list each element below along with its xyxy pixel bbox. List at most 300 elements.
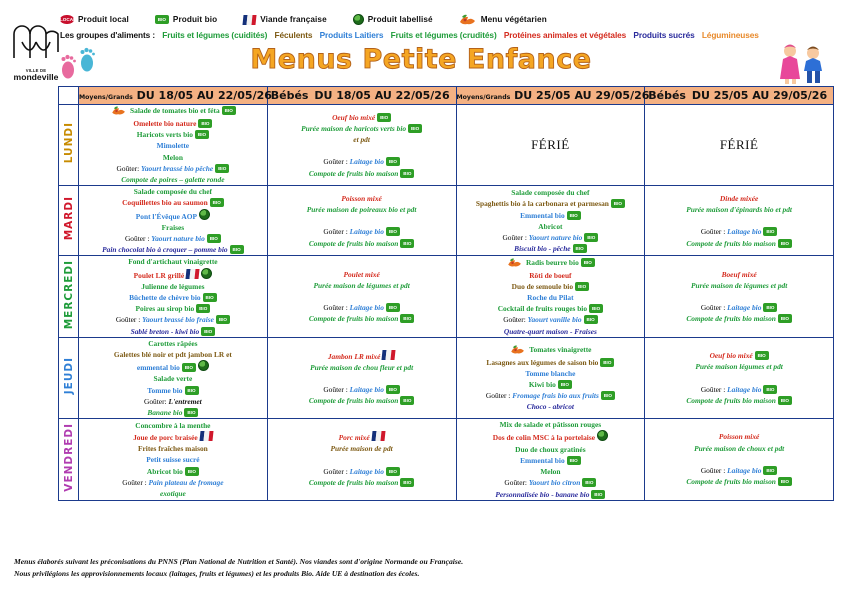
- cell-week1-moyens-grands-jeudi: [79, 337, 268, 418]
- menu-line: [645, 431, 833, 442]
- header-week1-bebes: [267, 87, 456, 105]
- french-flag-icon: [243, 15, 257, 25]
- menu-item-text: Spaghettis bio à la carbonara et parmesan: [475, 199, 609, 209]
- menu-line: [79, 385, 267, 396]
- bio-badge-icon: BIO: [567, 456, 581, 465]
- menu-item-text: Laitage bio: [349, 466, 384, 476]
- quality-label-icon: [198, 360, 209, 371]
- menu-line: [645, 476, 833, 487]
- food-group-produits-laitiers: Produits Laitiers: [319, 30, 384, 40]
- menu-line: [79, 303, 267, 314]
- menu-line: [457, 198, 645, 209]
- menu-item-text: Julienne de légumes: [141, 281, 205, 291]
- menu-line: [457, 314, 645, 325]
- menu-line: [79, 186, 267, 197]
- menu-line: [79, 314, 267, 325]
- bio-badge-icon: BIO: [195, 130, 209, 139]
- menu-line: [457, 344, 645, 357]
- table-row: [59, 337, 834, 418]
- bio-badge-icon: BIO: [207, 234, 221, 243]
- bio-badge-icon: BIO: [377, 113, 391, 122]
- cell-week1-bebes-mercredi: [267, 256, 456, 337]
- gouter-label: Goûter :: [115, 315, 143, 325]
- gouter-label: Goûter :: [122, 477, 149, 487]
- bio-badge-icon: BIO: [185, 467, 199, 476]
- cell-week2-moyens-grands-lundi: [456, 105, 645, 186]
- header-date-week1-mg: DU 18/05 AU 22/05/26: [136, 89, 272, 102]
- cell-week1-moyens-grands-lundi: [79, 105, 268, 186]
- menu-item-text: Purée maison de choux et pdt: [694, 443, 785, 453]
- menu-line: [457, 466, 645, 477]
- gouter-label: Goûter :: [700, 303, 728, 313]
- cell-week2-bebes-lundi: [645, 105, 834, 186]
- bio-badge-icon: BIO: [567, 211, 581, 220]
- menu-item-text: Purée maison de chou fleur et pdt: [310, 362, 414, 372]
- menu-item-text: Sablé breton - kiwi bio: [130, 326, 200, 336]
- menu-line: [79, 477, 267, 488]
- menu-item-text: Personnalisée bio - banane bio: [495, 489, 590, 499]
- bio-badge-icon: BIO: [575, 282, 589, 291]
- menu-line: [457, 303, 645, 314]
- menu-item-text: Tomme bio: [147, 385, 183, 395]
- menu-item-text: Compote de fruits bio maison: [308, 238, 399, 248]
- menu-item-text: Roche du Pilat: [527, 292, 574, 302]
- menu-item-text: Compote de fruits bio maison: [686, 238, 776, 248]
- bio-badge-icon: BIO: [203, 293, 217, 302]
- menu-line: [645, 395, 833, 406]
- menu-line-spacer: [645, 215, 833, 226]
- menu-item-text: Kiwi bio: [528, 379, 556, 389]
- legend-label-vegetarien: Menu végétarien: [480, 15, 547, 24]
- menu-line: [268, 226, 456, 237]
- cell-week2-bebes-mardi: [645, 186, 834, 256]
- gouter-label: Goûter :: [323, 385, 350, 395]
- food-group-feculents: Féculents: [274, 30, 313, 40]
- menu-item-text: Oeuf bio mixé: [709, 351, 753, 361]
- menu-line: [457, 232, 645, 243]
- menu-item-text: Cocktail de fruits rouges bio: [497, 304, 588, 314]
- header-date-week2-mg: DU 25/05 AU 29/05/26: [514, 89, 650, 102]
- menu-item-text: Purée maison légumes et pdt: [695, 362, 783, 372]
- bio-badge-icon: BIO: [210, 198, 224, 207]
- header-label-moyens-grands-1: Moyens/Grands: [79, 94, 133, 101]
- gouter-label: Goûter :: [700, 227, 728, 237]
- legend-label-bio: Produit bio: [172, 15, 218, 24]
- menu-line: [645, 384, 833, 395]
- menu-line: [79, 431, 267, 443]
- menu-item-text: Radis beurre bio: [525, 257, 579, 267]
- gouter-label: Goûter :: [485, 391, 513, 401]
- menu-line: [79, 268, 267, 281]
- menu-line: [268, 123, 456, 134]
- menu-item-text: Mix de salade et pâtisson rouges: [499, 420, 602, 430]
- menu-line: [457, 326, 645, 337]
- menu-line: [79, 466, 267, 477]
- day-label-jeudi: [59, 337, 79, 418]
- cell-week1-moyens-grands-vendredi: [79, 419, 268, 500]
- menu-item-text: Purée maison d'épinards bio et pdt: [686, 205, 792, 215]
- header-label-bebes-2: Bébés: [648, 89, 686, 102]
- menu-line-spacer: [645, 454, 833, 465]
- food-group-proteines: Protéines animales et végétales: [503, 30, 627, 40]
- menu-item-text: emmental bio: [136, 363, 180, 373]
- day-name-text: MERCREDI: [62, 259, 75, 329]
- menu-item-text: Laitage bio: [727, 384, 762, 394]
- bio-badge-icon: BIO: [755, 351, 769, 360]
- menu-item-text: Pont l'Évêque AOP: [135, 211, 197, 221]
- french-flag-icon: [371, 431, 385, 441]
- menu-item-text: L'entremet: [168, 396, 202, 406]
- bio-badge-icon: BIO: [581, 258, 595, 267]
- menu-line: [79, 407, 267, 418]
- menu-line: [645, 269, 833, 280]
- menu-item-text: Boeuf mixé: [721, 269, 757, 279]
- food-group-produits-sucres: Produits sucrés: [633, 30, 695, 40]
- kids-illustration: [770, 40, 832, 84]
- day-name-text: VENDREDI: [62, 422, 75, 492]
- bio-badge-icon: BIO: [196, 304, 210, 313]
- menu-item-text: Purée maison de légumes et pdt: [690, 280, 788, 290]
- vegetarian-icon: [506, 257, 524, 270]
- cell-week1-bebes-jeudi: [267, 337, 456, 418]
- menu-line: [79, 163, 267, 174]
- legend-label-labellise: Produit labellisé: [367, 15, 433, 24]
- menu-line: [268, 238, 456, 249]
- menu-item-text: Yaourt bio citron: [528, 478, 581, 488]
- menu-line-spacer: [268, 373, 456, 384]
- menu-item-text: Duo de semoule bio: [511, 281, 574, 291]
- day-label-mardi: [59, 186, 79, 256]
- legend-label-viande: Viande française: [260, 15, 327, 24]
- cell-week2-moyens-grands-mardi: [456, 186, 645, 256]
- bio-badge-icon: BIO: [601, 391, 615, 400]
- menu-line: [79, 454, 267, 465]
- menu-item-text: Duo de choux gratinés: [515, 444, 586, 454]
- bio-badge-icon: BIO: [591, 490, 605, 499]
- quality-label-icon: [201, 268, 212, 279]
- gouter-label: Goûter :: [323, 227, 350, 237]
- menu-item-text: Fromage frais bio aux fruits: [512, 391, 599, 401]
- bio-badge-icon: BIO: [763, 466, 777, 475]
- menu-line-spacer: [268, 215, 456, 226]
- menu-line: [457, 430, 645, 443]
- menu-line: [79, 129, 267, 140]
- menu-item-text: Galettes blé noir et pdt jambon LR et: [113, 350, 232, 360]
- menu-item-text: Fond d'artichaut vinaigrette: [128, 257, 218, 267]
- bio-badge-icon: BIO: [386, 303, 400, 312]
- legend-item-menu-vegetarien: [459, 13, 547, 26]
- menu-line: [457, 221, 645, 232]
- menu-item-text: Carottes râpées: [148, 338, 198, 348]
- menu-line: [268, 362, 456, 373]
- menu-line: [268, 302, 456, 313]
- bio-badge-icon: BIO: [216, 315, 230, 324]
- header-week1-moyens-grands: [79, 87, 272, 105]
- legend-item-produit-labellise: [353, 14, 433, 25]
- bio-badge-icon: BIO: [778, 396, 792, 405]
- ferie-label: FÉRIÉ: [719, 137, 759, 153]
- menu-line: [268, 168, 456, 179]
- menu-line: [645, 302, 833, 313]
- menu-line: [268, 395, 456, 406]
- menu-item-text: Oeuf bio mixé: [332, 112, 376, 122]
- menu-line: [79, 105, 267, 118]
- menu-item-text: Yaourt nature bio: [151, 234, 205, 244]
- menu-item-text: Yaourt nature bio: [528, 233, 583, 243]
- menu-item-text: Purée maison de légumes et pdt: [313, 280, 410, 290]
- ferie-label: FÉRIÉ: [531, 137, 570, 153]
- menu-item-text: Banane bio: [147, 408, 183, 418]
- menu-item-text: Lasagnes aux légumes de saison bio: [486, 357, 599, 367]
- cell-week1-moyens-grands-mercredi: [79, 256, 268, 337]
- menu-line: [79, 118, 267, 129]
- gouter-label: Goûter :: [124, 234, 152, 244]
- menu-line: [79, 360, 267, 373]
- menu-item-text: Compote de poires – galette ronde: [121, 175, 225, 185]
- gouter-label: Goûter :: [323, 466, 350, 476]
- cell-week2-moyens-grands-vendredi: [456, 419, 645, 500]
- menu-item-text: Choco - abricot: [526, 402, 574, 412]
- menu-item-text: Dinde mixée: [719, 193, 759, 203]
- menu-line: [457, 455, 645, 466]
- menu-item-text: Purée maison de pdt: [330, 444, 393, 454]
- menu-item-text: Purée maison de haricots verts bio: [301, 123, 407, 133]
- menu-line: [79, 152, 267, 163]
- menu-line-spacer: [268, 291, 456, 302]
- vegetarian-icon: [509, 344, 527, 357]
- table-row: [59, 105, 834, 186]
- menu-item-text: Compote de fruits bio maison: [686, 314, 776, 324]
- menu-line: [645, 280, 833, 291]
- menu-item-text: Compote de fruits bio maison: [308, 396, 399, 406]
- bio-badge-icon: BIO: [155, 15, 169, 24]
- menu-item-text: Laitage bio: [727, 303, 762, 313]
- quality-label-icon: [597, 430, 608, 441]
- menu-item-text: Poires au sirop bio: [135, 304, 195, 314]
- menu-line: [79, 443, 267, 454]
- menu-line: [457, 379, 645, 390]
- menu-line: [457, 368, 645, 379]
- bio-badge-icon: BIO: [600, 358, 614, 367]
- menu-line: [79, 209, 267, 222]
- bio-badge-icon: BIO: [386, 157, 400, 166]
- bio-badge-icon: BIO: [611, 199, 625, 208]
- bio-badge-icon: BIO: [584, 233, 598, 242]
- menu-item-text: Abricot: [538, 221, 563, 231]
- menu-line: [268, 280, 456, 291]
- menu-item-text: Poulet LR grillé: [133, 270, 185, 280]
- gouter-label: Goûter:: [116, 163, 141, 173]
- menu-item-text: Compote de fruits bio maison: [686, 477, 776, 487]
- menu-item-text: Purée maison de poireaux bio et pdt: [306, 205, 417, 215]
- menu-line: [645, 350, 833, 361]
- gouter-label: Goûter :: [502, 233, 529, 243]
- menu-line: [645, 443, 833, 454]
- menu-item-text: Emmental bio: [520, 455, 565, 465]
- bio-badge-icon: BIO: [386, 227, 400, 236]
- menu-line: [79, 338, 267, 349]
- menu-item-text: Salade composée du chef: [133, 187, 212, 197]
- menu-line: [457, 489, 645, 500]
- footer-line-2: Nous privilégions les approvisionnements locaux (laitages, fruits et légumes) et les produits Bio. Aide UE à destination des écoles.: [14, 569, 420, 578]
- footer-line-1: Menus élaborés suivant les préconisations du PNNS (Plan National de Nutrition et Santé). Nos viandes sont d'origine Normande ou Française.: [14, 557, 464, 566]
- menu-item-text: exotique: [159, 489, 186, 498]
- menu-line: [79, 281, 267, 292]
- bio-badge-icon: BIO: [400, 396, 414, 405]
- bio-badge-icon: BIO: [763, 227, 777, 236]
- day-label-mercredi: [59, 256, 79, 337]
- day-label-vendredi: [59, 419, 79, 500]
- bio-badge-icon: BIO: [558, 380, 572, 389]
- bio-badge-icon: BIO: [408, 124, 422, 133]
- menu-line: [457, 357, 645, 368]
- menu-item-text: Laitage bio: [349, 227, 384, 237]
- bio-badge-icon: BIO: [582, 478, 596, 487]
- gouter-label: Goûter:: [503, 315, 528, 325]
- page-title: Menus Petite Enfance: [250, 44, 592, 75]
- header-week2-moyens-grands: [456, 87, 650, 105]
- bio-badge-icon: BIO: [184, 408, 198, 417]
- cell-week1-bebes-lundi: [267, 105, 456, 186]
- menu-item-text: Bûchette de chèvre bio: [129, 293, 201, 303]
- menu-item-text: Petit suisse sucré: [146, 455, 200, 465]
- menu-item-text: Dos de colin MSC à la portelaise: [492, 433, 595, 443]
- menu-item-text: Fraises: [161, 222, 185, 232]
- menu-line: [268, 112, 456, 123]
- menu-item-text: Porc mixé: [338, 432, 370, 442]
- menu-item-text: Tomates vinaigrette: [529, 344, 592, 354]
- bio-badge-icon: BIO: [778, 239, 792, 248]
- food-group-fruits-crudites: Fruits et légumes (crudités): [390, 30, 497, 40]
- legend-item-produit-bio: [155, 15, 217, 24]
- menu-line: [645, 238, 833, 249]
- local-badge-icon: LOCAL: [60, 17, 76, 22]
- menu-item-text: Haricots verts bio: [136, 130, 193, 140]
- day-name-text: LUNDI: [62, 121, 75, 164]
- menu-line: [268, 431, 456, 443]
- french-flag-icon: [382, 350, 396, 360]
- menu-item-text: Poulet mixé: [343, 269, 380, 279]
- menu-item-text: Compote de fruits bio maison: [308, 477, 399, 487]
- gouter-label: Goûter :: [323, 157, 350, 167]
- menu-line: [79, 197, 267, 208]
- menu-item-text: Biscuit bio - pêche: [514, 244, 571, 254]
- menu-item-text: Compote de fruits bio maison: [686, 395, 776, 405]
- bio-badge-icon: BIO: [185, 386, 199, 395]
- menu-item-text: Yaourt brassé bio pêche: [140, 163, 214, 173]
- menu-item-text: Laitage bio: [349, 157, 384, 167]
- menu-item-text: Laitage bio: [349, 303, 384, 313]
- menu-item-text: Coquillettes bio au saumon: [122, 198, 208, 208]
- menu-line: [79, 233, 267, 244]
- header-week2-bebes: [645, 87, 834, 105]
- menu-line: [457, 243, 645, 254]
- bio-badge-icon: BIO: [400, 169, 414, 178]
- cell-week2-moyens-grands-mercredi: [456, 256, 645, 337]
- menu-line: [268, 313, 456, 324]
- vegetarian-icon: [459, 13, 477, 26]
- menu-item-text: Mimolette: [156, 141, 190, 151]
- menu-line: [268, 269, 456, 280]
- legend-label-local: Produit local: [78, 15, 129, 24]
- menu-line: [645, 226, 833, 237]
- menu-line: [268, 134, 456, 145]
- menu-line: [268, 204, 456, 215]
- food-groups-prefix: Les groupes d'aliments :: [60, 30, 156, 40]
- bio-badge-icon: BIO: [778, 477, 792, 486]
- quality-label-icon: [353, 14, 364, 25]
- day-name-text: MARDI: [62, 196, 75, 241]
- header-date-week1-bb: DU 18/05 AU 22/05/26: [314, 89, 450, 102]
- food-groups-row: [60, 30, 764, 40]
- header-label-bebes-1: Bébés: [270, 89, 309, 102]
- logo-city-prefix: VILLE DE: [25, 68, 47, 73]
- menu-line: [457, 257, 645, 270]
- menu-item-text: Frites fraîches maison: [137, 444, 208, 454]
- gouter-label: Goûter:: [144, 396, 169, 406]
- menu-line: [457, 210, 645, 221]
- cell-week1-bebes-vendredi: [267, 419, 456, 500]
- legend-item-viande-francaise: [243, 15, 327, 25]
- menu-line: [645, 465, 833, 476]
- menu-line: [645, 193, 833, 204]
- header-date-week2-bb: DU 25/05 AU 29/05/26: [691, 89, 828, 102]
- menu-line: [79, 174, 267, 185]
- menu-line: [268, 350, 456, 362]
- menu-line: [457, 270, 645, 281]
- cell-week1-moyens-grands-mardi: [79, 186, 268, 256]
- legend-row: [60, 13, 573, 26]
- table-row: [59, 419, 834, 500]
- gouter-label: Goûter :: [700, 466, 728, 476]
- menu-line: [268, 193, 456, 204]
- menu-item-text: Compote de fruits bio maison: [308, 314, 399, 324]
- menu-line: [268, 466, 456, 477]
- menu-line: [79, 420, 267, 431]
- menu-line: [79, 140, 267, 151]
- cell-week2-bebes-jeudi: [645, 337, 834, 418]
- menu-item-text: Tomme blanche: [525, 368, 576, 378]
- header-corner: [59, 87, 79, 105]
- menu-item-text: Abricot bio: [146, 466, 183, 476]
- menu-line: [268, 443, 456, 454]
- vegetarian-icon: [110, 105, 128, 118]
- table-row: [59, 186, 834, 256]
- menu-item-text: Pain plateau de fromage: [148, 477, 224, 487]
- menu-item-text: Omelette bio nature: [133, 119, 197, 128]
- menu-line: [457, 390, 645, 401]
- menu-line: [79, 222, 267, 233]
- french-flag-icon: [186, 269, 200, 279]
- menu-line: [645, 204, 833, 215]
- menu-line: [457, 419, 645, 430]
- food-group-fruits-cuidites: Fruits et légumes (cuidités): [162, 30, 268, 40]
- day-name-text: JEUDI: [62, 356, 75, 395]
- bio-badge-icon: BIO: [215, 164, 229, 173]
- logo-city-name: mondeville: [13, 72, 59, 82]
- menu-item-text: Poisson mixé: [341, 193, 382, 203]
- bio-badge-icon: BIO: [400, 239, 414, 248]
- bio-badge-icon: BIO: [230, 245, 244, 254]
- menu-line: [457, 292, 645, 303]
- menu-item-text: et pdt: [353, 134, 370, 144]
- table-row: [59, 256, 834, 337]
- bio-badge-icon: BIO: [386, 385, 400, 394]
- bio-badge-icon: BIO: [400, 478, 414, 487]
- gouter-label: Goûter :: [700, 384, 728, 394]
- menu-item-text: Poisson mixé: [718, 432, 760, 442]
- menu-line: [268, 384, 456, 395]
